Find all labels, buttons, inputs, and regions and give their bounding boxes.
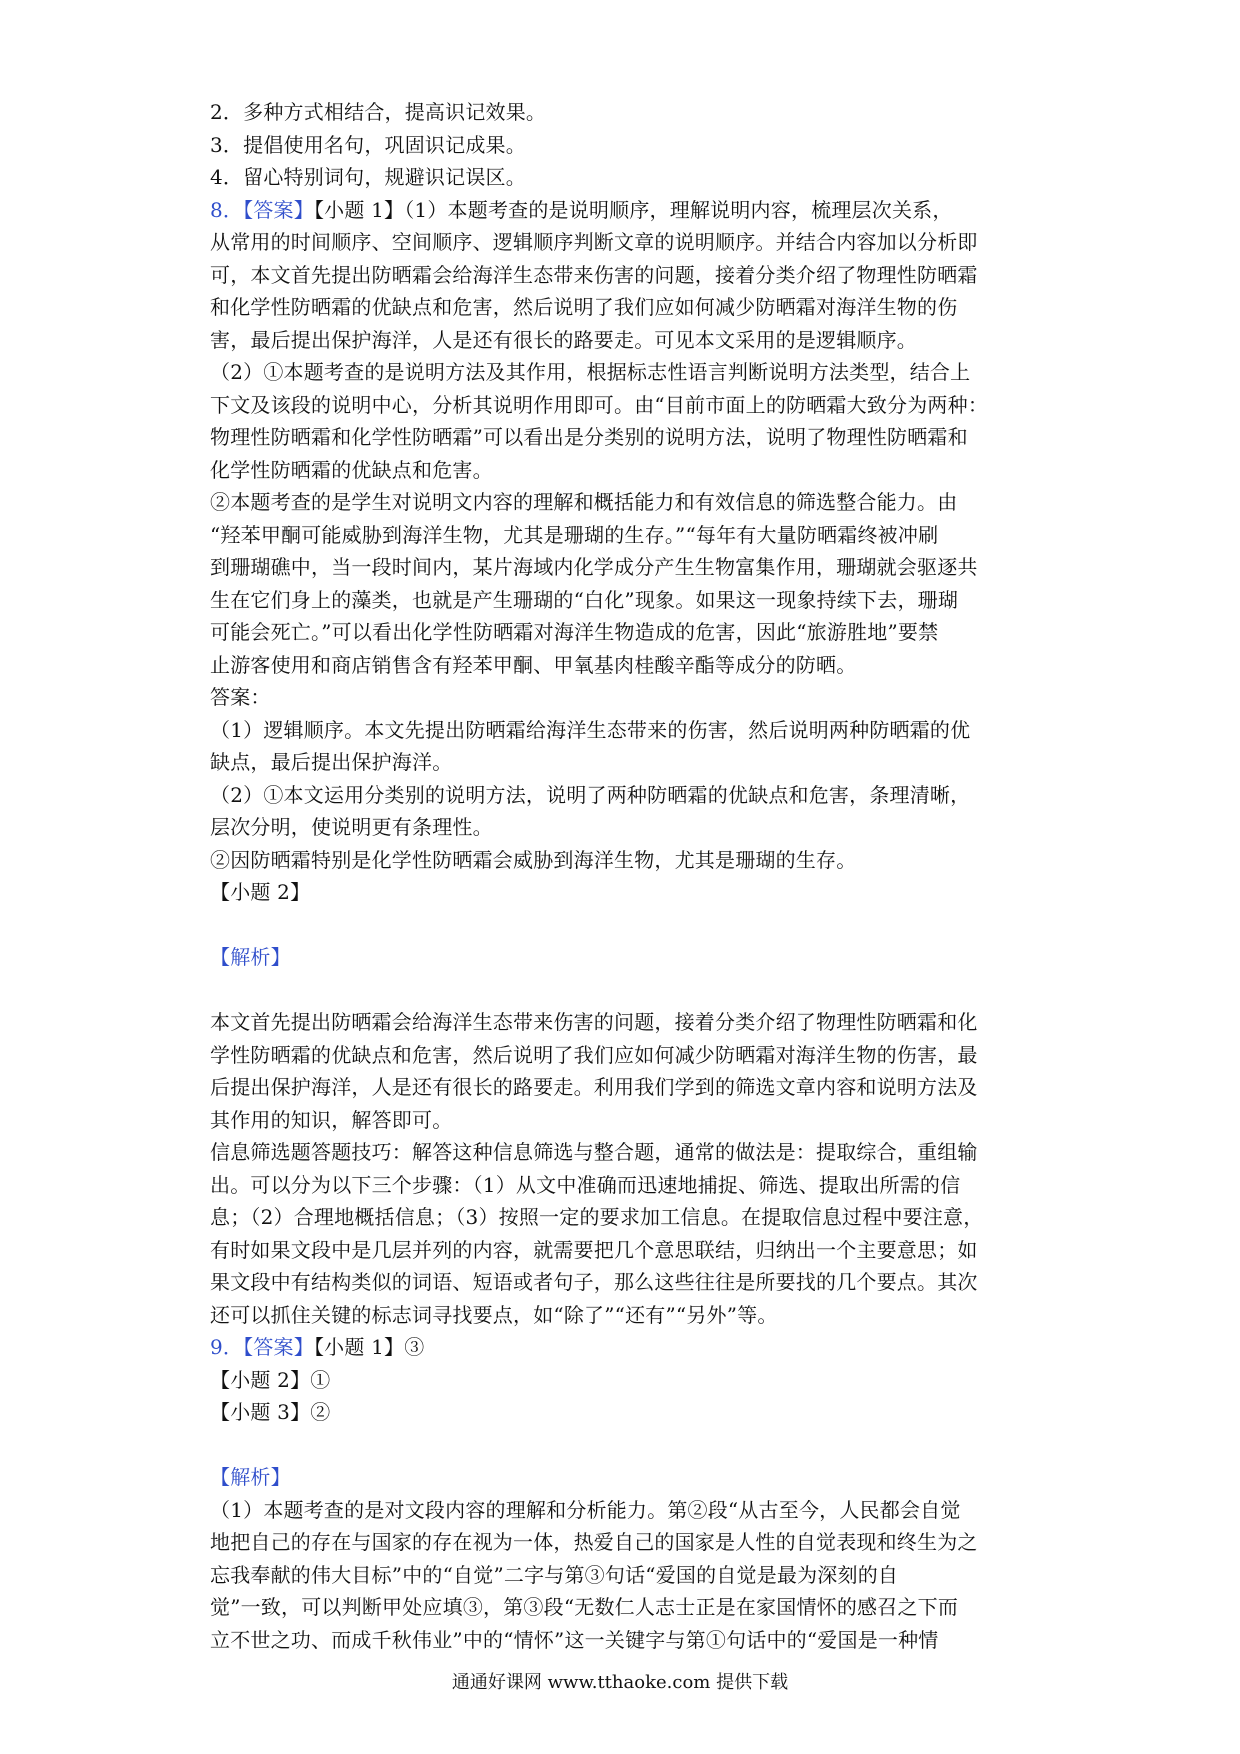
- text-line: 地把自己的存在与国家的存在视为一体，热爱自己的国家是人性的自觉表现和终生为之: [210, 1530, 978, 1554]
- text-line: 有时如果文段中是几层并列的内容，就需要把几个意思联结，归纳出一个主要意思；如: [210, 1237, 978, 1262]
- text-line: （2）①本文运用分类别的说明方法，说明了两种防晒霜的优缺点和危害，条理清晰，: [210, 782, 971, 807]
- question-number: 8．: [210, 197, 244, 222]
- text-line: “羟苯甲酮可能威胁到海洋生物，尤其是珊瑚的生存。”“每年有大量防晒霜终被冲刷: [210, 522, 939, 547]
- text-line: 物理性防晒霜和化学性防晒霜”可以看出是分类别的说明方法，说明了物理性防晒霜和: [210, 425, 968, 449]
- text-line: 止游客使用和商店销售含有羟苯甲酮、甲氧基肉桂酸辛酯等成分的防晒。: [210, 652, 857, 677]
- page-footer: 通通好课网 www.tthaoke.com 提供下载: [451, 1672, 789, 1693]
- text-line: 【小题 2】: [210, 880, 311, 904]
- text-line: 生在它们身上的藻类，也就是产生珊瑚的“白化”现象。如果这一现象持续下去，珊瑚: [210, 587, 959, 612]
- question-9-answer-line: [210, 1331, 1040, 1364]
- analysis-heading: 【解析】: [210, 1465, 291, 1489]
- text-line: 【小题 3】②: [210, 1400, 331, 1424]
- text-line: 2．多种方式相结合，提高识记效果。: [210, 100, 547, 124]
- question-8-answer-line: [210, 194, 1040, 227]
- text-line: 答案：: [210, 685, 271, 709]
- text-line: 其作用的知识，解答即可。: [210, 1107, 453, 1132]
- text-line: 还可以抓住关键的标志词寻找要点，如“除了”“还有”“另外”等。: [210, 1302, 778, 1327]
- text-line: 4．留心特别词句，规避识记误区。: [210, 165, 526, 189]
- text-line: 到珊瑚礁中，当一段时间内，某片海域内化学成分产生生物富集作用，珊瑚就会驱逐共: [210, 555, 978, 579]
- text-line: 3．提倡使用名句，巩固识记成果。: [210, 132, 526, 157]
- text-line: 立不世之功、而成千秋伟业”中的“情怀”这一关键字与第①句话中的“爱国是一种情: [210, 1627, 939, 1652]
- spacer: [210, 974, 1040, 1007]
- text-line: 下文及该段的说明中心，分析其说明作用即可。由“目前市面上的防晒霜大致分为两种：: [210, 392, 989, 417]
- text-line: ②本题考查的是学生对说明文内容的理解和概括能力和有效信息的筛选整合能力。由: [210, 490, 958, 514]
- text-line: 层次分明，使说明更有条理性。: [210, 815, 493, 839]
- text-line: 觉”一致，可以判断甲处应填③，第③段“无数仁人志士正是在家国情怀的感召之下而: [210, 1595, 959, 1619]
- text-line: 本文首先提出防晒霜会给海洋生态带来伤害的问题，接着分类介绍了物理性防晒霜和化: [210, 1010, 978, 1034]
- analysis-heading: 【解析】: [210, 945, 291, 969]
- answer-tag: 【答案】: [243, 1335, 314, 1359]
- text-line: 可，本文首先提出防晒霜会给海洋生态带来伤害的问题，接着分类介绍了物理性防晒霜: [210, 262, 978, 287]
- text-line: （2）①本题考查的是说明方法及其作用，根据标志性语言判断说明方法类型，结合上: [210, 360, 971, 384]
- spacer: [210, 1429, 1040, 1462]
- text-line: 【小题 1】（1）本题考查的是说明顺序，理解说明内容，梳理层次关系，: [313, 197, 953, 222]
- text-line: 和化学性防晒霜的优缺点和危害，然后说明了我们应如何减少防晒霜对海洋生物的伤: [210, 295, 958, 319]
- text-line: 出。可以分为以下三个步骤：（1）从文中准确而迅速地捕捉、筛选、提取出所需的信: [210, 1172, 961, 1197]
- answer-tag: 【答案】: [243, 197, 314, 222]
- spacer: [210, 909, 1040, 942]
- document-body: [210, 96, 1040, 1656]
- text-line: 害，最后提出保护海洋，人是还有很长的路要走。可见本文采用的是逻辑顺序。: [210, 327, 917, 352]
- text-line: 【小题 2】①: [210, 1367, 331, 1392]
- text-line: 化学性防晒霜的优缺点和危害。: [210, 457, 493, 482]
- text-line: 缺点，最后提出保护海洋。: [210, 750, 453, 774]
- question-number: 9．: [210, 1335, 244, 1359]
- text-line: 从常用的时间顺序、空间顺序、逻辑顺序判断文章的说明顺序。并结合内容加以分析即: [210, 230, 978, 254]
- text-line: ②因防晒霜特别是化学性防晒霜会威胁到海洋生物，尤其是珊瑚的生存。: [210, 847, 857, 872]
- text-line: 信息筛选题答题技巧：解答这种信息筛选与整合题，通常的做法是：提取综合，重组输: [210, 1140, 978, 1164]
- text-line: 息；（2）合理地概括信息；（3）按照一定的要求加工信息。在提取信息过程中要注意，: [210, 1205, 984, 1229]
- text-line: 后提出保护海洋，人是还有很长的路要走。利用我们学到的筛选文章内容和说明方法及: [210, 1075, 978, 1099]
- text-line: 【小题 1】③: [313, 1335, 425, 1359]
- text-line: 果文段中有结构类似的词语、短语或者句子，那么这些往往是所要找的几个要点。其次: [210, 1270, 978, 1294]
- text-line: （1）本题考查的是对文段内容的理解和分析能力。第②段“从古至今，人民都会自觉: [210, 1497, 961, 1522]
- text-line: 忘我奉献的伟大目标”中的“自觉”二字与第③句话“爱国的自觉是最为深刻的自: [210, 1562, 899, 1587]
- text-line: 学性防晒霜的优缺点和危害，然后说明了我们应如何减少防晒霜对海洋生物的伤害，最: [210, 1042, 978, 1067]
- text-line: （1）逻辑顺序。本文先提出防晒霜给海洋生态带来的伤害，然后说明两种防晒霜的优: [210, 717, 971, 742]
- text-line: 可能会死亡。”可以看出化学性防晒霜对海洋生物造成的危害，因此“旅游胜地”要禁: [210, 620, 939, 644]
